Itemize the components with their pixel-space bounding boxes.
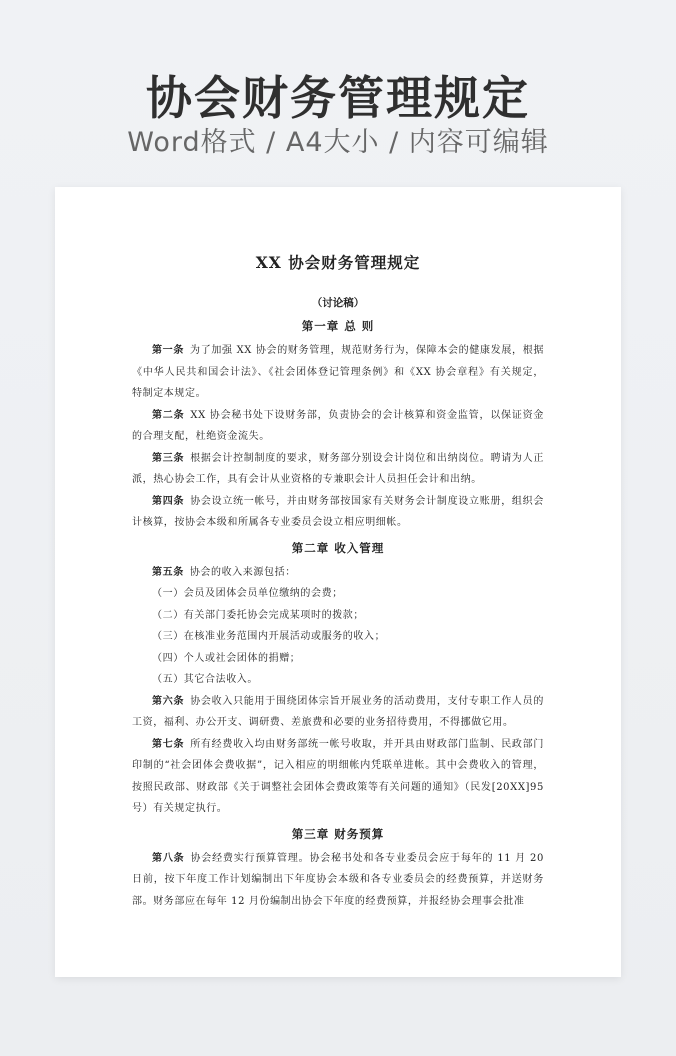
chapter-heading: 第一章 总 则 (301, 319, 375, 333)
article (132, 848, 544, 913)
list-item: （三）在核准业务范围内开展活动或服务的收入； (152, 631, 386, 642)
list-item: （四）个人或社会团体的捐赠； (152, 652, 301, 664)
list-item: （二）有关部门委托协会完成某项时的拨款； (152, 609, 364, 621)
article-text: 协会设立统一帐号，并由财务部按国家有关财务会计制度设立账册，组织会计核算，按协会本级和所属各专业委员会设立相应明细帐。 (132, 495, 544, 528)
article-text: 协会的收入来源包括： (189, 566, 296, 578)
article-text: 根据会计控制制度的要求，财务部分别设会计岗位和出纳岗位。聘请为人正派，热心协会工作，具有会计从业资格的专兼职会计人员担任会计和出纳。 (132, 452, 544, 485)
document-body (132, 251, 544, 912)
article-label: 第四条 (152, 495, 185, 507)
article (132, 340, 544, 405)
article (132, 562, 544, 584)
article (132, 405, 544, 448)
document-title: XX 协会财务管理规定 (255, 253, 421, 272)
article-label: 第二条 (152, 409, 185, 421)
article-text: 为了加强 XX 协会的财务管理，规范财务行为，保障本会的健康发展，根据《中华人民共和国会计法》、《社会团体登记管理条例》和《XX 协会章程》有关规定，特制定本规定。 (132, 345, 544, 399)
document-note: （讨论稿） (311, 297, 365, 309)
article-text: XX 协会秘书处下设财务部，负责协会的会计核算和资金监管，以保证资金的合理支配，杜绝资金流失。 (132, 409, 544, 442)
article-label: 第三条 (152, 452, 185, 464)
document-page (55, 187, 621, 977)
list-item: （五）其它合法收入。 (152, 674, 258, 685)
article-label: 第一条 (152, 345, 185, 356)
article (132, 734, 544, 820)
banner-title: 协会财务管理规定 (146, 71, 530, 125)
article (132, 691, 544, 734)
list-item: （一）会员及团体会员单位缴纳的会费； (152, 588, 343, 599)
article (132, 491, 544, 534)
banner-subtitle: Word格式 / A4大小 / 内容可编辑 (127, 127, 549, 158)
chapter-heading: 第三章 财务预算 (291, 826, 385, 841)
article-text: 协会收入只能用于围绕团体宗旨开展业务的活动费用，支付专职工作人员的工资，福利、办公开支、调研费、差旅费和必要的业务招待费用，不得挪做它用。 (132, 695, 544, 728)
article-label: 第六条 (152, 695, 185, 707)
article (132, 448, 544, 491)
article-text: 所有经费收入均由财务部统一帐号收取，并开具由财政部门监制、民政部门印制的“社会团体会费收据”，记入相应的明细帐内凭联单进帐。其中会费收入的管理，按照民政部、财政部《关于调整社会团体会费政策等有关问题的通知》（民发[20XX]95 号）有关规定执行。 (132, 738, 544, 814)
article-label: 第七条 (152, 738, 185, 750)
article-label: 第八条 (152, 852, 185, 864)
article-text: 协会经费实行预算管理。协会秘书处和各专业委员会应于每年的 11 月 20 日前，按下年度工作计划编制出下年度协会本级和各专业委员会的经费预算，并送财务部。财务部应在每年 12 月份编制出协会下年度的经费预算，并报经协会理事会批准 (132, 852, 544, 907)
article-label: 第五条 (152, 566, 184, 578)
chapter-heading: 第二章 收入管理 (291, 540, 385, 555)
